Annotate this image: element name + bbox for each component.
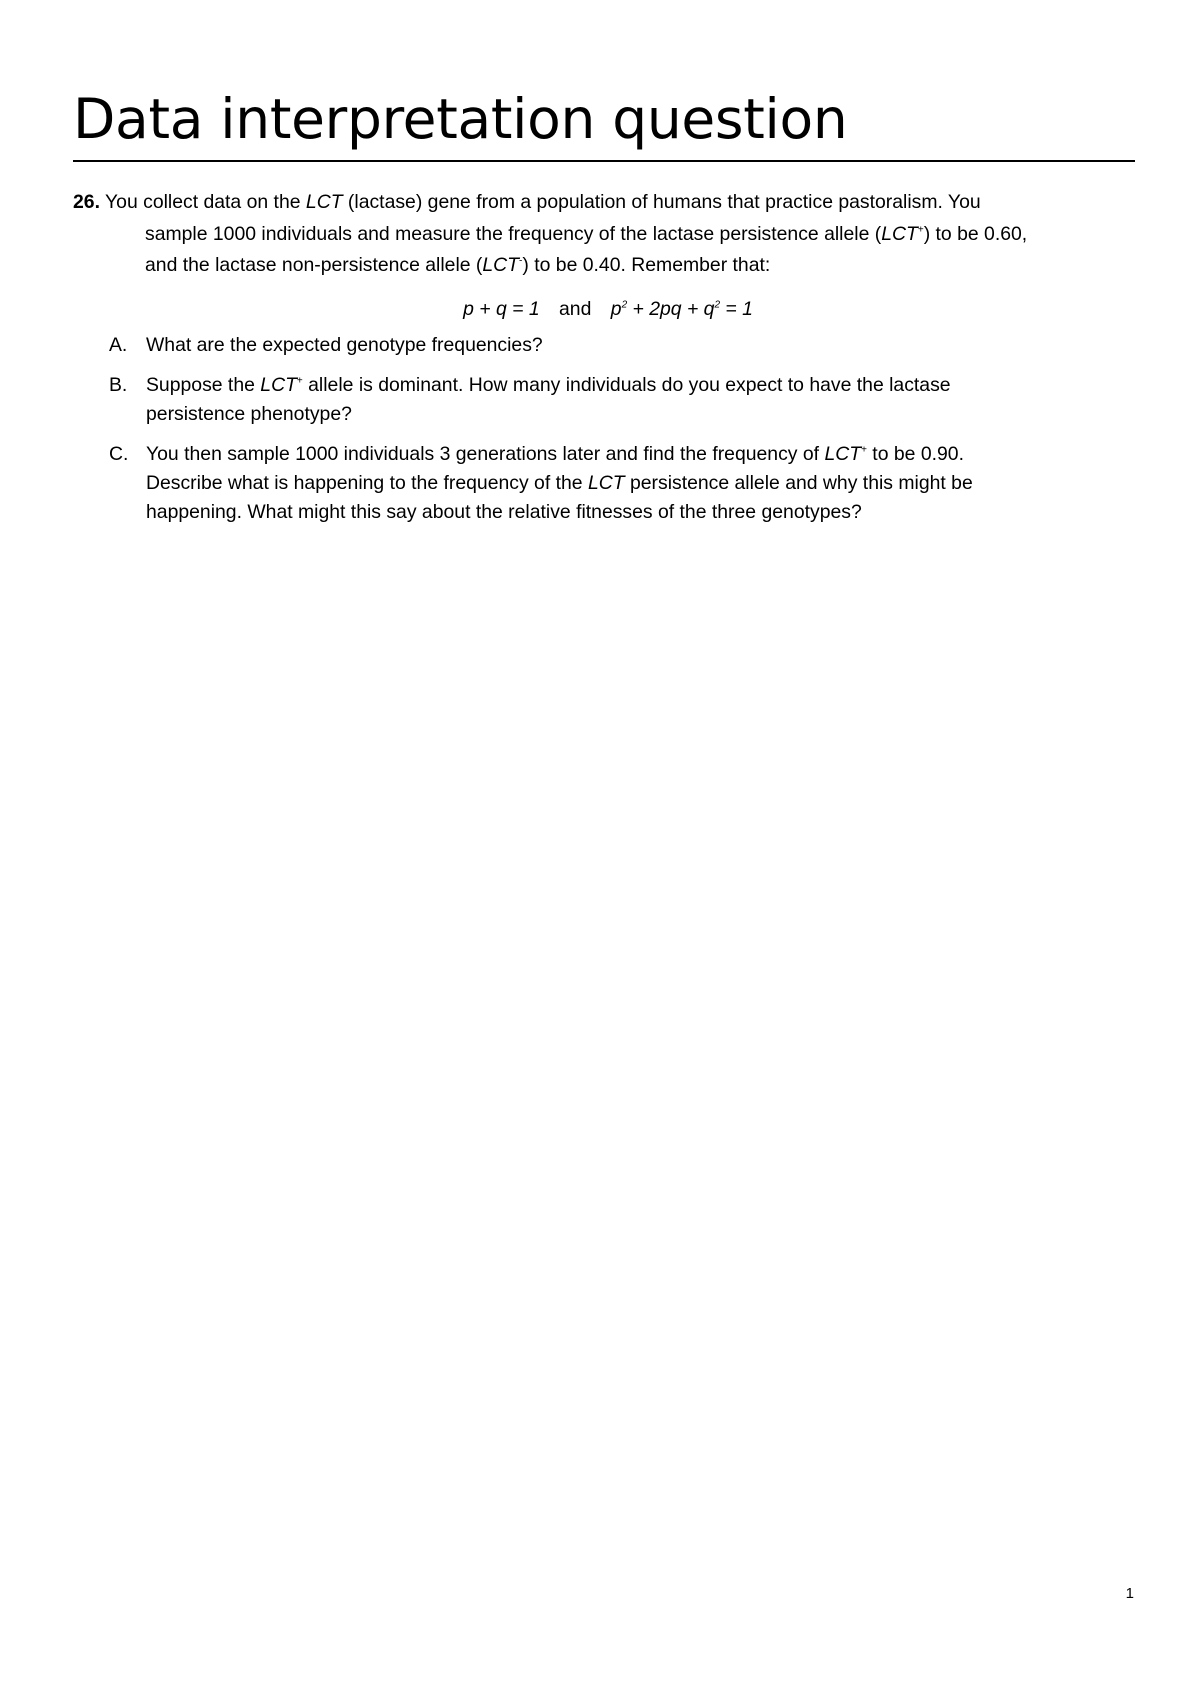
superscript: + bbox=[861, 444, 867, 456]
question-intro-line-0-text bbox=[105, 191, 981, 213]
text-run: You collect data on the bbox=[105, 191, 306, 213]
text-run: ) to be 0.60, bbox=[923, 222, 1028, 245]
formula-end: = 1 bbox=[720, 297, 753, 320]
page-number: 1 bbox=[1125, 1585, 1134, 1602]
question-intro-line-0 bbox=[73, 187, 1143, 219]
text-run: allele is dominant. How many individuals do you expect to have the lactase bbox=[302, 374, 951, 396]
formula-q-exponent: 2 bbox=[714, 299, 721, 311]
question-parts-list bbox=[73, 331, 1143, 527]
text-run: to be 0.90. bbox=[866, 443, 964, 465]
part-b-line-1 bbox=[146, 400, 1143, 429]
formula-p: p bbox=[610, 297, 622, 320]
part-c-line-1 bbox=[146, 469, 1143, 498]
superscript: - bbox=[519, 255, 523, 267]
formula-p-exponent: 2 bbox=[621, 299, 628, 311]
italic-term: LCT bbox=[824, 443, 862, 465]
superscript: + bbox=[917, 224, 924, 236]
question-part-a bbox=[109, 331, 1143, 360]
italic-term: LCT bbox=[260, 374, 297, 396]
text-run: (lactase) gene from a population of humans that practice pastoralism. You bbox=[342, 191, 981, 213]
text-run: persistence allele and why this might be bbox=[624, 472, 973, 494]
part-c-line-0 bbox=[146, 440, 1143, 469]
text-run: You then sample 1000 individuals 3 generations later and find the frequency of bbox=[146, 443, 825, 465]
part-b-line-0 bbox=[146, 371, 1143, 400]
text-run: What are the expected genotype frequencies? bbox=[146, 334, 543, 356]
question-number: 26. bbox=[73, 191, 100, 213]
italic-term: LCT bbox=[587, 472, 625, 494]
question-intro-line-2 bbox=[145, 250, 1143, 282]
part-a-line-0 bbox=[146, 331, 1143, 360]
formula-left: p + q = 1 bbox=[463, 297, 540, 320]
superscript: + bbox=[296, 375, 303, 387]
title-underline-rule bbox=[73, 160, 1135, 162]
question-part-b bbox=[109, 371, 1143, 429]
part-marker: A. bbox=[109, 334, 128, 356]
page-title: Data interpretation question bbox=[73, 87, 848, 151]
question-block bbox=[73, 187, 1143, 538]
formula-joiner: and bbox=[559, 297, 592, 320]
italic-term: LCT bbox=[482, 254, 520, 276]
hardy-weinberg-formula bbox=[73, 294, 1143, 326]
question-part-c bbox=[109, 440, 1143, 527]
text-run: happening. What might this say about the relative fitnesses of the three genotypes? bbox=[146, 501, 862, 523]
text-run: ) to be 0.40. Remember that: bbox=[522, 254, 771, 276]
italic-term: LCT bbox=[881, 222, 918, 245]
formula-right bbox=[611, 298, 753, 320]
text-run: sample 1000 individuals and measure the frequency of the lactase persistence allele ( bbox=[145, 222, 882, 245]
part-marker: C. bbox=[109, 443, 129, 465]
part-marker: B. bbox=[109, 374, 128, 396]
formula-middle: + 2pq + q bbox=[627, 297, 715, 320]
question-intro bbox=[73, 187, 1143, 282]
text-run: and the lactase non-persistence allele ( bbox=[145, 254, 483, 276]
text-run: persistence phenotype? bbox=[146, 403, 352, 425]
part-c-line-2 bbox=[146, 498, 1143, 527]
question-intro-line-1 bbox=[145, 219, 1143, 251]
italic-term: LCT bbox=[305, 191, 343, 213]
text-run: Describe what is happening to the frequency of the bbox=[146, 472, 588, 494]
text-run: Suppose the bbox=[146, 374, 261, 396]
